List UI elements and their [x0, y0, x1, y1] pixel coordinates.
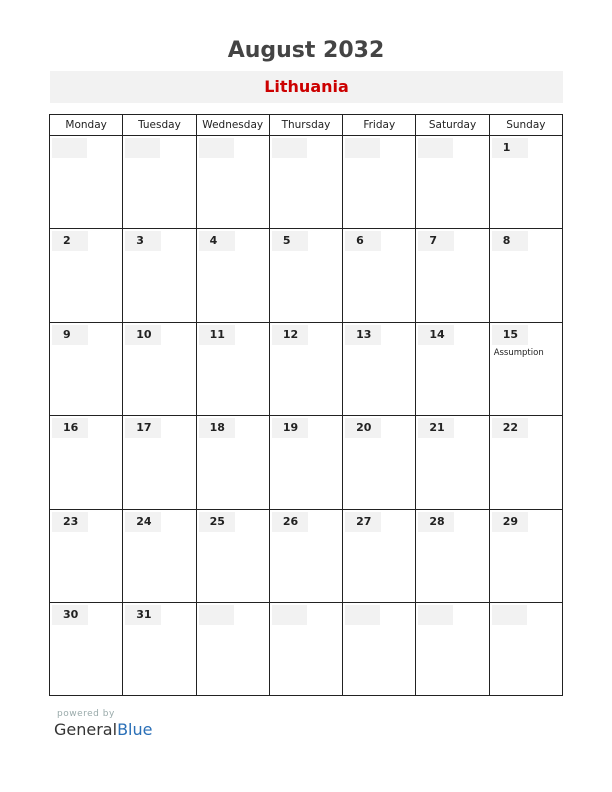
- day-number: 11: [199, 325, 235, 345]
- empty-day-cell: [343, 602, 416, 695]
- day-number: 30: [52, 605, 88, 625]
- day-number: 14: [418, 325, 454, 345]
- day-cell: [196, 416, 269, 509]
- weekday-friday: Friday: [343, 115, 416, 136]
- day-cell: [416, 322, 489, 415]
- calendar-body: [50, 136, 563, 696]
- week-row: [50, 136, 563, 229]
- day-cell: [489, 322, 562, 415]
- day-cell: [489, 416, 562, 509]
- empty-day-cell: [50, 136, 123, 229]
- brand-logo: [54, 720, 152, 739]
- day-number: 29: [492, 512, 528, 532]
- day-number: 1: [492, 138, 528, 158]
- day-cell: [269, 322, 342, 415]
- day-cell: [489, 509, 562, 602]
- day-number: [345, 605, 380, 625]
- day-number: [345, 138, 380, 158]
- day-number: 16: [52, 418, 88, 438]
- day-cell: [343, 509, 416, 602]
- day-number: 26: [272, 512, 308, 532]
- powered-by-text: powered by: [57, 709, 115, 719]
- day-number: 31: [125, 605, 161, 625]
- weekday-saturday: Saturday: [416, 115, 489, 136]
- day-number: [199, 605, 234, 625]
- day-number: 9: [52, 325, 88, 345]
- day-cell: [123, 509, 196, 602]
- day-number: 23: [52, 512, 88, 532]
- day-number: 17: [125, 418, 161, 438]
- empty-day-cell: [269, 136, 342, 229]
- day-number: 6: [345, 231, 381, 251]
- empty-day-cell: [269, 602, 342, 695]
- empty-day-cell: [489, 602, 562, 695]
- day-number: 8: [492, 231, 528, 251]
- day-number: 19: [272, 418, 308, 438]
- day-cell: [416, 229, 489, 322]
- footer-branding: [54, 709, 152, 739]
- day-number: 2: [52, 231, 88, 251]
- day-number: 5: [272, 231, 308, 251]
- day-cell: [50, 229, 123, 322]
- day-cell: [343, 229, 416, 322]
- calendar-grid: [49, 114, 563, 696]
- weekday-thursday: Thursday: [269, 115, 342, 136]
- day-number: 4: [199, 231, 235, 251]
- week-row: [50, 416, 563, 509]
- week-row: [50, 509, 563, 602]
- day-number: 22: [492, 418, 528, 438]
- day-cell: [489, 136, 562, 229]
- day-cell: [343, 322, 416, 415]
- day-cell: [50, 509, 123, 602]
- brand-blue: Blue: [117, 720, 153, 739]
- weekday-monday: Monday: [50, 115, 123, 136]
- day-cell: [489, 229, 562, 322]
- week-row: [50, 602, 563, 695]
- day-cell: [269, 416, 342, 509]
- day-number: 15: [492, 325, 528, 345]
- weekday-tuesday: Tuesday: [123, 115, 196, 136]
- day-cell: [50, 416, 123, 509]
- day-number: [418, 605, 453, 625]
- day-number: 25: [199, 512, 235, 532]
- weekday-header-row: [50, 115, 563, 136]
- day-number: [418, 138, 453, 158]
- week-row: [50, 322, 563, 415]
- day-number: [52, 138, 87, 158]
- day-cell: [50, 322, 123, 415]
- holiday-label: Assumption: [493, 347, 544, 358]
- day-cell: [196, 322, 269, 415]
- empty-day-cell: [416, 602, 489, 695]
- empty-day-cell: [196, 602, 269, 695]
- day-cell: [269, 509, 342, 602]
- day-cell: [416, 416, 489, 509]
- day-number: 10: [125, 325, 161, 345]
- country-banner: [50, 71, 563, 103]
- day-number: [272, 605, 307, 625]
- day-cell: [343, 416, 416, 509]
- day-cell: [196, 509, 269, 602]
- day-cell: [269, 229, 342, 322]
- day-cell: [123, 416, 196, 509]
- day-number: 27: [345, 512, 381, 532]
- day-number: 28: [418, 512, 454, 532]
- weekday-sunday: Sunday: [489, 115, 562, 136]
- empty-day-cell: [416, 136, 489, 229]
- day-number: 18: [199, 418, 235, 438]
- day-cell: [416, 509, 489, 602]
- day-cell: [123, 322, 196, 415]
- day-cell: [123, 602, 196, 695]
- day-number: 3: [125, 231, 161, 251]
- country-name: Lithuania: [264, 77, 349, 96]
- day-number: 20: [345, 418, 381, 438]
- day-number: [492, 605, 527, 625]
- day-cell: [196, 229, 269, 322]
- page-title: August 2032: [227, 38, 385, 63]
- day-number: 24: [125, 512, 161, 532]
- empty-day-cell: [196, 136, 269, 229]
- empty-day-cell: [343, 136, 416, 229]
- day-number: 21: [418, 418, 454, 438]
- day-number: 12: [272, 325, 308, 345]
- day-number: [125, 138, 160, 158]
- brand-general: General: [54, 720, 118, 739]
- day-number: 13: [345, 325, 381, 345]
- day-number: [272, 138, 307, 158]
- weekday-wednesday: Wednesday: [196, 115, 269, 136]
- day-cell: [50, 602, 123, 695]
- empty-day-cell: [123, 136, 196, 229]
- day-number: 7: [418, 231, 454, 251]
- day-cell: [123, 229, 196, 322]
- week-row: [50, 229, 563, 322]
- day-number: [199, 138, 234, 158]
